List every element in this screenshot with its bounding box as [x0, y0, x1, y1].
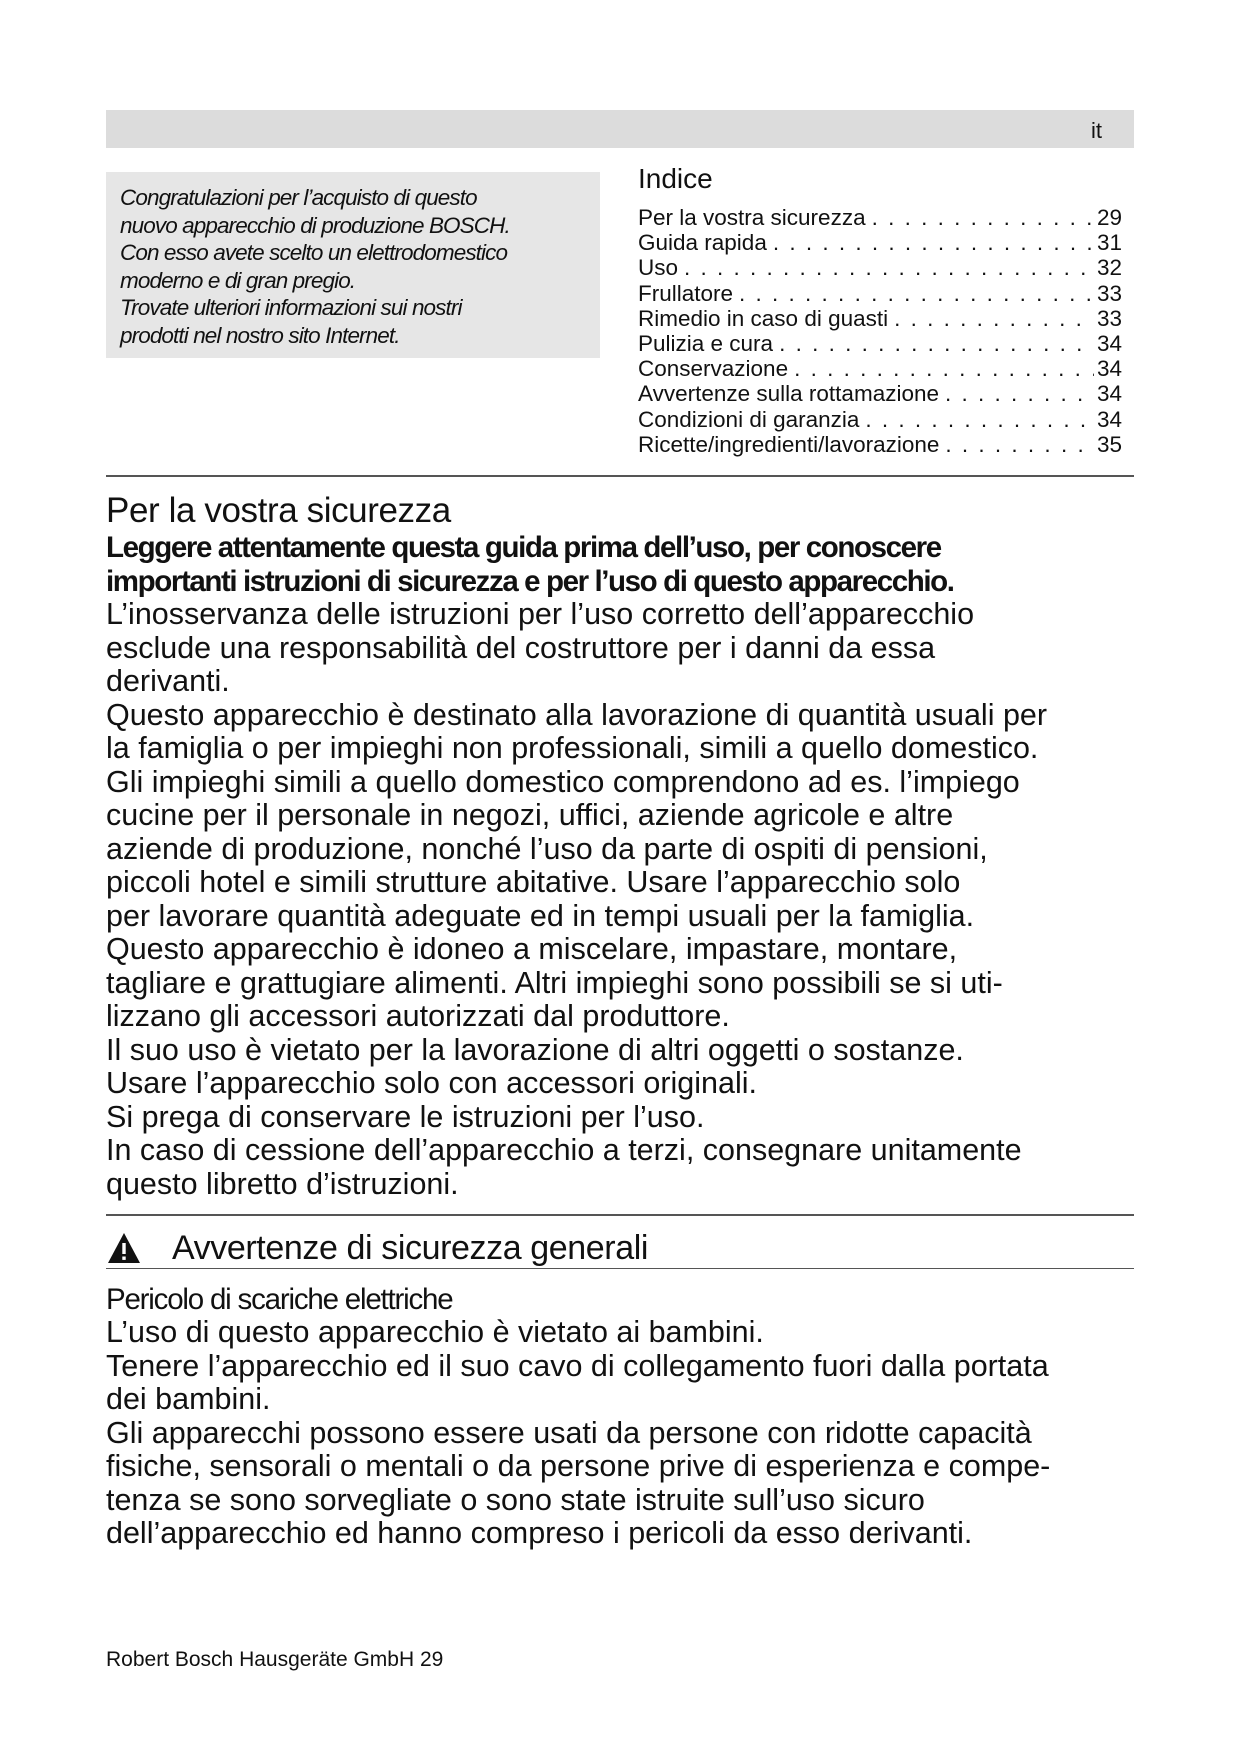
toc-entry-page: 34: [1096, 356, 1122, 382]
toc-entry[interactable]: [638, 205, 1122, 230]
body-line: Questo apparecchio è idoneo a miscelare, impastare, montare,: [106, 932, 958, 966]
toc-entry[interactable]: [638, 255, 1122, 280]
body-line: derivanti.: [106, 664, 230, 698]
body-line: dei bambini.: [106, 1382, 271, 1416]
body-line: Gli apparecchi possono essere usati da persone con ridotte capacità: [106, 1415, 1032, 1450]
body-line: piccoli hotel e simili strutture abitative. Usare l’apparecchio solo: [106, 865, 961, 899]
toc-entry-page: 34: [1096, 406, 1122, 432]
toc-entry-page: 32: [1096, 255, 1122, 281]
toc-leader: [788, 356, 1094, 381]
toc-leader: [733, 281, 1094, 306]
toc-entry-page: 34: [1096, 381, 1122, 407]
general-warnings-heading: [106, 1226, 648, 1270]
section-divider: [106, 1214, 1134, 1216]
table-of-contents: [638, 162, 1122, 457]
general-warnings-title: Avvertenze di sicurezza generali: [172, 1228, 649, 1267]
body-line: Si prega di conservare le istruzioni per l’uso.: [106, 1099, 705, 1134]
body-line: Usare l’apparecchio solo con accessori originali.: [106, 1066, 757, 1100]
body-line: L’uso di questo apparecchio è vietato ai bambini.: [106, 1315, 764, 1349]
body-line: dell’apparecchio ed hanno compreso i pericoli da esso derivanti.: [106, 1516, 973, 1550]
language-code: it: [1091, 118, 1102, 143]
section-divider: [106, 475, 1134, 477]
body-line: In caso di cessione dell’apparecchio a terzi, consegnare unitamente: [106, 1133, 1022, 1167]
warning-triangle-icon: [106, 1231, 142, 1265]
body-line: fisiche, sensorali o mentali o da persone prive di esperienza e compe-: [106, 1449, 1051, 1483]
body-line: per lavorare quantità adeguate ed in tempi usuali per la famiglia.: [106, 898, 975, 933]
body-line: esclude una responsabilità del costruttore per i danni da essa: [106, 630, 936, 665]
toc-entry-label: Ricette/ingredienti/lavorazione: [638, 431, 940, 457]
toc-entry[interactable]: [638, 407, 1122, 432]
intro-line: Congratulazioni per l’acquisto di questo: [120, 185, 477, 210]
toc-entry-page: 31: [1096, 230, 1122, 256]
intro-line: Con esso avete scelto un elettrodomestico: [120, 240, 508, 265]
body-line: Gli impieghi simili a quello domestico comprendono ad es. l’impiego: [106, 764, 1020, 799]
toc-entry[interactable]: [638, 281, 1122, 306]
toc-entry[interactable]: [638, 432, 1122, 457]
safety-lead: [106, 531, 954, 598]
toc-entry-label: Frullatore: [638, 280, 734, 306]
safety-lead-line: importanti istruzioni di sicurezza e per l’uso di questo apparecchio.: [106, 564, 954, 598]
section-title: Per la vostra sicurezza: [106, 491, 451, 530]
body-line: Il suo uso è vietato per la lavorazione di altri oggetti o sostanze.: [106, 1032, 964, 1067]
intro-line: moderno e di gran pregio.: [120, 267, 356, 293]
toc-entry-label: Pulizia e cura: [638, 331, 774, 357]
intro-box: [106, 172, 600, 358]
toc-entry-label: Per la vostra sicurezza: [638, 205, 866, 230]
general-body: [106, 1316, 1050, 1551]
subsection-title: Pericolo di scariche elettriche: [106, 1283, 453, 1316]
toc-entry-page: 35: [1096, 431, 1122, 457]
toc-entry-label: Uso: [638, 255, 679, 281]
toc-entry-label: Conservazione: [638, 356, 789, 382]
toc-entry-page: 33: [1096, 280, 1122, 306]
toc-entry-page: 33: [1096, 305, 1122, 331]
body-line: tenza se sono sorvegliate o sono state istruite sull’uso sicuro: [106, 1482, 925, 1517]
heading-underline: [106, 1268, 1134, 1269]
intro-line: prodotti nel nostro sito Internet.: [120, 322, 400, 348]
toc-entry-page: 34: [1096, 331, 1122, 357]
page-footer: Robert Bosch Hausgeräte GmbH 29: [106, 1648, 444, 1671]
toc-entry[interactable]: [638, 230, 1122, 255]
toc-entry[interactable]: [638, 381, 1122, 406]
toc-leader: [678, 255, 1094, 280]
toc-entry-page: 29: [1096, 205, 1122, 230]
toc-leader: [866, 205, 1094, 230]
toc-leader: [888, 306, 1094, 331]
body-line: cucine per il personale in negozi, uffici, aziende agricole e altre: [106, 798, 954, 832]
language-header-bar: [106, 110, 1134, 148]
toc-leader: [939, 432, 1094, 457]
toc-leader: [859, 407, 1094, 432]
body-line: lizzano gli accessori autorizzati dal produttore.: [106, 999, 730, 1033]
safety-lead-line: Leggere attentamente questa guida prima dell’uso, per conoscere: [106, 531, 941, 564]
toc-entry[interactable]: [638, 356, 1122, 381]
toc-entry[interactable]: [638, 306, 1122, 331]
body-line: L’inosservanza delle istruzioni per l’uso corretto dell’apparecchio: [106, 597, 975, 631]
toc-title: Indice: [638, 163, 713, 194]
toc-leader: [767, 230, 1094, 255]
toc-entry-label: Condizioni di garanzia: [638, 406, 860, 432]
body-line: Questo apparecchio è destinato alla lavorazione di quantità usuali per: [106, 697, 1048, 732]
body-line: questo libretto d’istruzioni.: [106, 1166, 459, 1201]
intro-line: nuovo apparecchio di produzione BOSCH.: [120, 212, 510, 238]
intro-line: Trovate ulteriori informazioni sui nostri: [120, 295, 462, 320]
toc-entry-label: Avvertenze sulla rottamazione: [638, 381, 939, 407]
toc-leader: [939, 381, 1094, 406]
body-line: tagliare e grattugiare alimenti. Altri impieghi sono possibili se si uti-: [106, 965, 1003, 1000]
safety-body: [106, 598, 1047, 1201]
body-line: Tenere l’apparecchio ed il suo cavo di collegamento fuori dalla portata: [106, 1348, 1049, 1383]
body-line: aziende di produzione, nonché l’uso da parte di ospiti di pensioni,: [106, 831, 988, 866]
toc-leader: [773, 331, 1094, 356]
toc-entry-label: Guida rapida: [638, 230, 767, 256]
body-line: la famiglia o per impieghi non professionali, simili a quello domestico.: [106, 731, 1039, 765]
toc-entry[interactable]: [638, 331, 1122, 356]
toc-entry-label: Rimedio in caso di guasti: [638, 305, 889, 331]
